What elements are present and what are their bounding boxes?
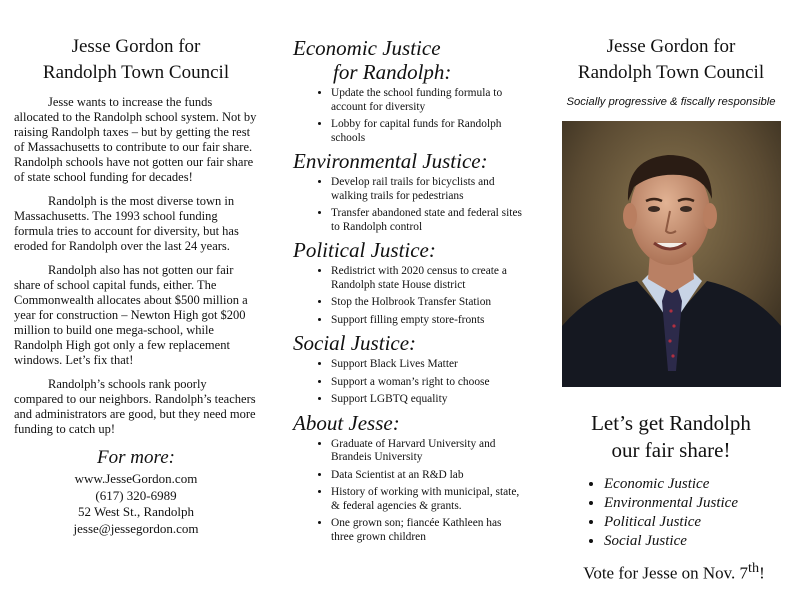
list-item: • Support Black Lives Matter bbox=[331, 358, 524, 372]
theme-item: • Economic Justice bbox=[604, 475, 738, 494]
for-more-heading: For more: bbox=[97, 447, 175, 468]
list-item: • Support a woman’s right to choose bbox=[331, 376, 524, 390]
fair-share-line2: our fair share! bbox=[611, 438, 731, 462]
list-item: • Develop rail trails for bicyclists and walking trails for pedestrians bbox=[331, 176, 524, 203]
phone-number: (617) 320-6989 bbox=[95, 487, 177, 503]
left-title-line1: Jesse Gordon for bbox=[71, 36, 201, 57]
environmental-list bbox=[293, 176, 524, 234]
list-item: • History of working with municipal, state, & federal agencies & grants. bbox=[331, 486, 524, 513]
list-item: • Transfer abandoned state and federal sites to Randolph control bbox=[331, 207, 524, 234]
themes-list bbox=[590, 475, 738, 551]
right-title-line1: Jesse Gordon for bbox=[606, 36, 736, 57]
fair-share-line1: Let’s get Randolph bbox=[591, 411, 751, 435]
list-item: • Lobby for capital funds for Randolph schools bbox=[331, 118, 524, 145]
tagline: Socially progressive & fiscally responsible bbox=[566, 96, 776, 108]
left-panel bbox=[0, 0, 270, 608]
fair-share-heading bbox=[558, 410, 784, 464]
section-title-social: Social Justice: bbox=[293, 331, 417, 355]
section-title-line2: for Randolph: bbox=[333, 60, 452, 84]
paragraph: Jesse wants to increase the funds allocated to the Randolph school system. Not by raising Randolph taxes – but by getting the rest of Massachusetts to contribute to our fair share. Randolph schools have not gotten our fair share of state school funding for decades! bbox=[14, 95, 257, 184]
contact-block bbox=[14, 471, 258, 537]
list-item: • Support LGBTQ equality bbox=[331, 393, 524, 407]
section-title-political: Political Justice: bbox=[293, 238, 436, 262]
left-title-line2: Randolph Town Council bbox=[42, 62, 230, 83]
theme-item: • Social Justice bbox=[604, 532, 738, 551]
candidate-photo bbox=[562, 121, 781, 387]
website-link[interactable]: www.JesseGordon.com bbox=[74, 471, 198, 486]
email-link[interactable]: jesse@jessegordon.com bbox=[73, 520, 199, 536]
economic-list bbox=[293, 87, 524, 145]
address: 52 West St., Randolph bbox=[77, 504, 195, 519]
section-title-about: About Jesse: bbox=[293, 410, 400, 435]
political-list bbox=[293, 265, 524, 327]
left-title bbox=[14, 34, 258, 86]
vote-text: Vote for Jesse on Nov. 7 bbox=[583, 563, 749, 583]
list-item: • Redistrict with 2020 census to create a Randolph state House district bbox=[331, 265, 524, 292]
list-item: • Data Scientist at an R&D lab bbox=[331, 469, 524, 483]
about-list bbox=[293, 438, 524, 545]
list-item: • One grown son; fiancée Kathleen has three grown children bbox=[331, 517, 524, 544]
social-list bbox=[293, 358, 524, 407]
section-title-line1: Economic Justice bbox=[293, 36, 441, 60]
right-title-line2: Randolph Town Council bbox=[577, 62, 765, 83]
middle-panel bbox=[283, 0, 530, 608]
list-item: • Update the school funding formula to account for diversity bbox=[331, 87, 524, 114]
paragraph: Randolph’s schools rank poorly compared to our neighbors. Randolph’s teachers and administrators are good, but they need more funding to catch up! bbox=[14, 377, 256, 436]
vote-callout bbox=[558, 560, 790, 584]
theme-item: • Political Justice bbox=[604, 513, 738, 532]
list-item: • Support filling empty store-fronts bbox=[331, 314, 524, 328]
vote-exclamation: ! bbox=[759, 563, 765, 583]
paragraph: Randolph is the most diverse town in Massachusetts. The 1993 school funding formula tries to account for diversity, but has eroded for Randolph over the last 24 years. bbox=[14, 194, 239, 253]
right-panel bbox=[548, 0, 794, 608]
paragraph: Randolph also has not gotten our fair share of school capital funds, either. The Commonwealth allocates about $500 million a year for construction – Newton High got $200 million to build one mega-school, while Randolph High got only a few replacement windows. Let’s fix that! bbox=[14, 263, 248, 367]
theme-item: • Environmental Justice bbox=[604, 494, 738, 513]
vote-superscript: th bbox=[748, 560, 760, 576]
section-title-economic bbox=[293, 36, 524, 84]
list-item: • Graduate of Harvard University and Brandeis University bbox=[331, 438, 524, 465]
list-item: • Stop the Holbrook Transfer Station bbox=[331, 296, 524, 310]
portrait-illustration bbox=[562, 121, 781, 387]
right-title bbox=[558, 34, 784, 86]
section-title-environmental: Environmental Justice: bbox=[293, 149, 488, 173]
